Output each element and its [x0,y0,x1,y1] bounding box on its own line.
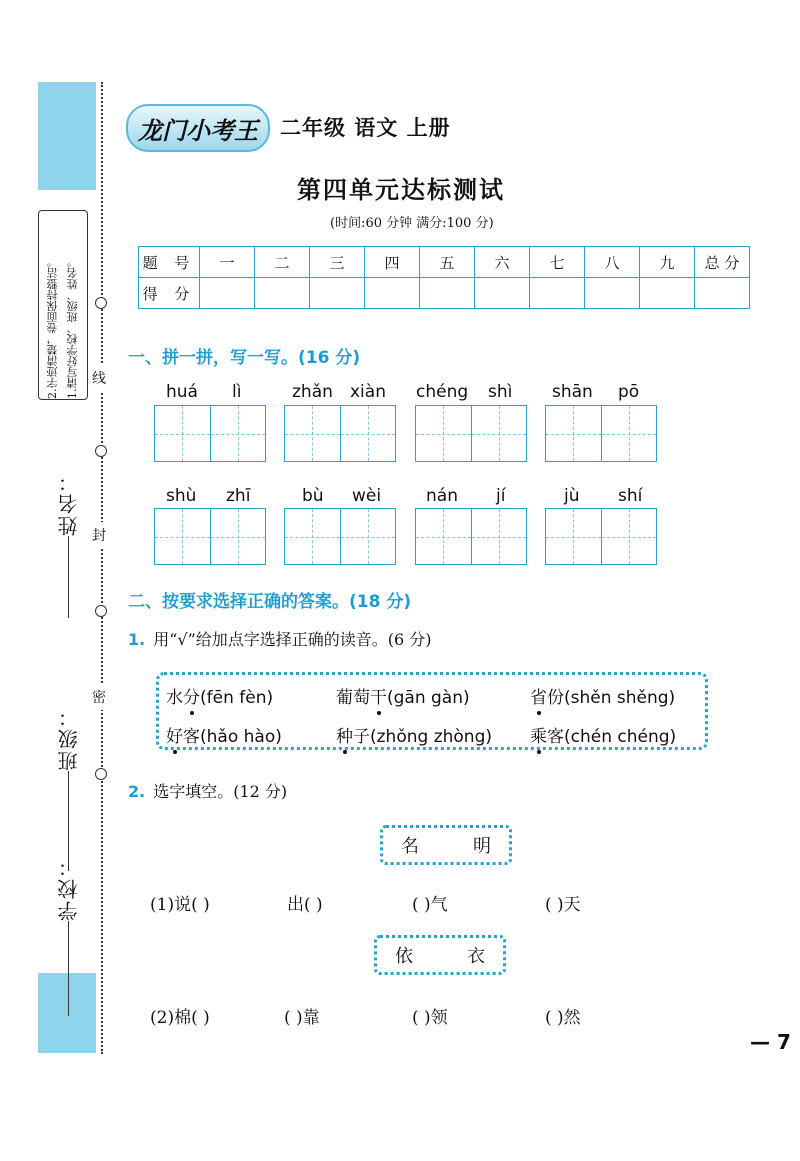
dotted-char: 省 [530,688,547,708]
score-cell[interactable] [310,278,365,309]
name-blank[interactable] [69,536,70,618]
name-label: 姓名： [54,470,83,618]
page-title: 第四单元达标测试 [297,175,505,204]
binding-hole [95,605,107,617]
writing-grid[interactable] [415,508,527,565]
choice-char: 衣 [467,946,485,967]
fill-blank[interactable]: ( )然 [545,1008,581,1028]
pinyin-label: shān [552,382,593,402]
score-cell[interactable] [585,278,640,309]
dotted-char: 种 [336,727,353,747]
pinyin-label: pō [618,382,640,402]
reading-option[interactable]: 好客(hǎo hào) [166,727,282,747]
score-cell[interactable] [255,278,310,309]
table-header-cell: 总 分 [695,247,750,278]
char-choice-box [374,935,506,975]
writing-grid[interactable] [545,508,657,565]
table-header-cell: 题 号 [139,247,200,278]
pinyin-label: jí [496,486,506,506]
school-blank[interactable] [69,921,70,1016]
table-row [139,247,750,278]
school-label: 学校： [54,855,83,1016]
fill-blank[interactable]: ( )天 [545,895,581,915]
binding-dotted-line [101,82,103,1054]
seal-char: 封 [92,522,106,548]
seal-char: 线 [92,365,106,391]
pinyin-label: shì [488,382,513,402]
fill-blank[interactable]: ( )靠 [284,1008,320,1028]
writing-grid[interactable] [284,405,396,462]
char-choice-box [380,825,512,865]
question-text: 选字填空。(12 分) [153,782,288,801]
binding-hole [95,297,107,309]
pinyin-label: jù [564,486,580,506]
fill-blank[interactable]: (1)说( ) [150,895,210,915]
choice-char: 名 [401,836,419,857]
pinyin-label: nán [426,486,458,506]
seal-char: 密 [92,684,106,710]
instruction-line: 1.请写好学校、班级、姓名。 [66,256,79,399]
question-number: 1. [128,630,146,649]
score-cell[interactable] [475,278,530,309]
choice-char: 依 [395,946,413,967]
instruction-line: 2.字迹清楚，卷面保持整洁。 [46,256,59,399]
table-header-cell: 三 [310,247,365,278]
table-row [139,278,750,309]
dotted-char: 干 [370,688,387,708]
pinyin-label: shù [166,486,197,506]
pinyin-label: zhǎn [292,382,333,402]
question-text: 用“√”给加点字选择正确的读音。(6 分) [153,630,432,649]
pinyin-label: zhī [226,486,251,506]
question-number: 2. [128,782,146,801]
table-header-cell: 二 [255,247,310,278]
reading-option[interactable]: 水分(fēn fèn) [166,688,274,708]
score-table [138,246,750,309]
score-cell[interactable] [420,278,475,309]
pinyin-label: huá [166,382,198,402]
dotted-char: 好 [166,727,183,747]
table-header-cell: 得 分 [139,278,200,309]
writing-grid[interactable] [415,405,527,462]
binding-hole [95,768,107,780]
fill-blank[interactable]: (2)棉( ) [150,1008,210,1028]
pinyin-label: lì [232,382,242,402]
binding-hole [95,445,107,457]
choice-char: 明 [473,836,491,857]
table-header-cell: 七 [530,247,585,278]
score-cell[interactable] [695,278,750,309]
reading-option[interactable]: 省份(shěn shěng) [530,688,676,708]
grade-subject: 二年级 语文 上册 [280,115,451,140]
score-cell[interactable] [200,278,255,309]
exam-info: (时间:60 分钟 满分:100 分) [330,216,494,231]
brand-logo: 龙门小考王 [126,104,270,152]
dotted-char: 乘 [530,727,547,747]
reading-option[interactable]: 葡萄干(gān gàn) [336,688,470,708]
pinyin-label: shí [618,486,643,506]
pinyin-label: wèi [352,486,382,506]
class-label: 班级： [54,705,83,871]
fill-blank[interactable]: 出( ) [287,895,323,915]
table-header-cell: 六 [475,247,530,278]
reading-option[interactable]: 乘客(chén chéng) [530,727,677,747]
question-1 [128,627,432,650]
instructions-box [38,210,88,400]
reading-option[interactable]: 种子(zhǒng zhòng) [336,727,492,747]
dotted-char: 分 [183,688,200,708]
writing-grid[interactable] [284,508,396,565]
page-number: — 7 [750,1030,791,1054]
writing-grid[interactable] [154,508,266,565]
table-header-cell: 八 [585,247,640,278]
pinyin-label: bù [302,486,324,506]
score-cell[interactable] [365,278,420,309]
score-cell[interactable] [640,278,695,309]
table-header-cell: 四 [365,247,420,278]
table-header-cell: 一 [200,247,255,278]
writing-grid[interactable] [545,405,657,462]
question-2 [128,779,287,802]
section-1-heading: 一、拼一拼，写一写。(16 分) [128,348,361,368]
pinyin-label: xiàn [350,382,386,402]
pinyin-label: chéng [416,382,469,402]
writing-grid[interactable] [154,405,266,462]
table-header-cell: 九 [640,247,695,278]
score-cell[interactable] [530,278,585,309]
section-2-heading: 二、按要求选择正确的答案。(18 分) [128,592,412,612]
fill-blank[interactable]: ( )气 [412,895,448,915]
fill-blank[interactable]: ( )领 [412,1008,448,1028]
table-header-cell: 五 [420,247,475,278]
